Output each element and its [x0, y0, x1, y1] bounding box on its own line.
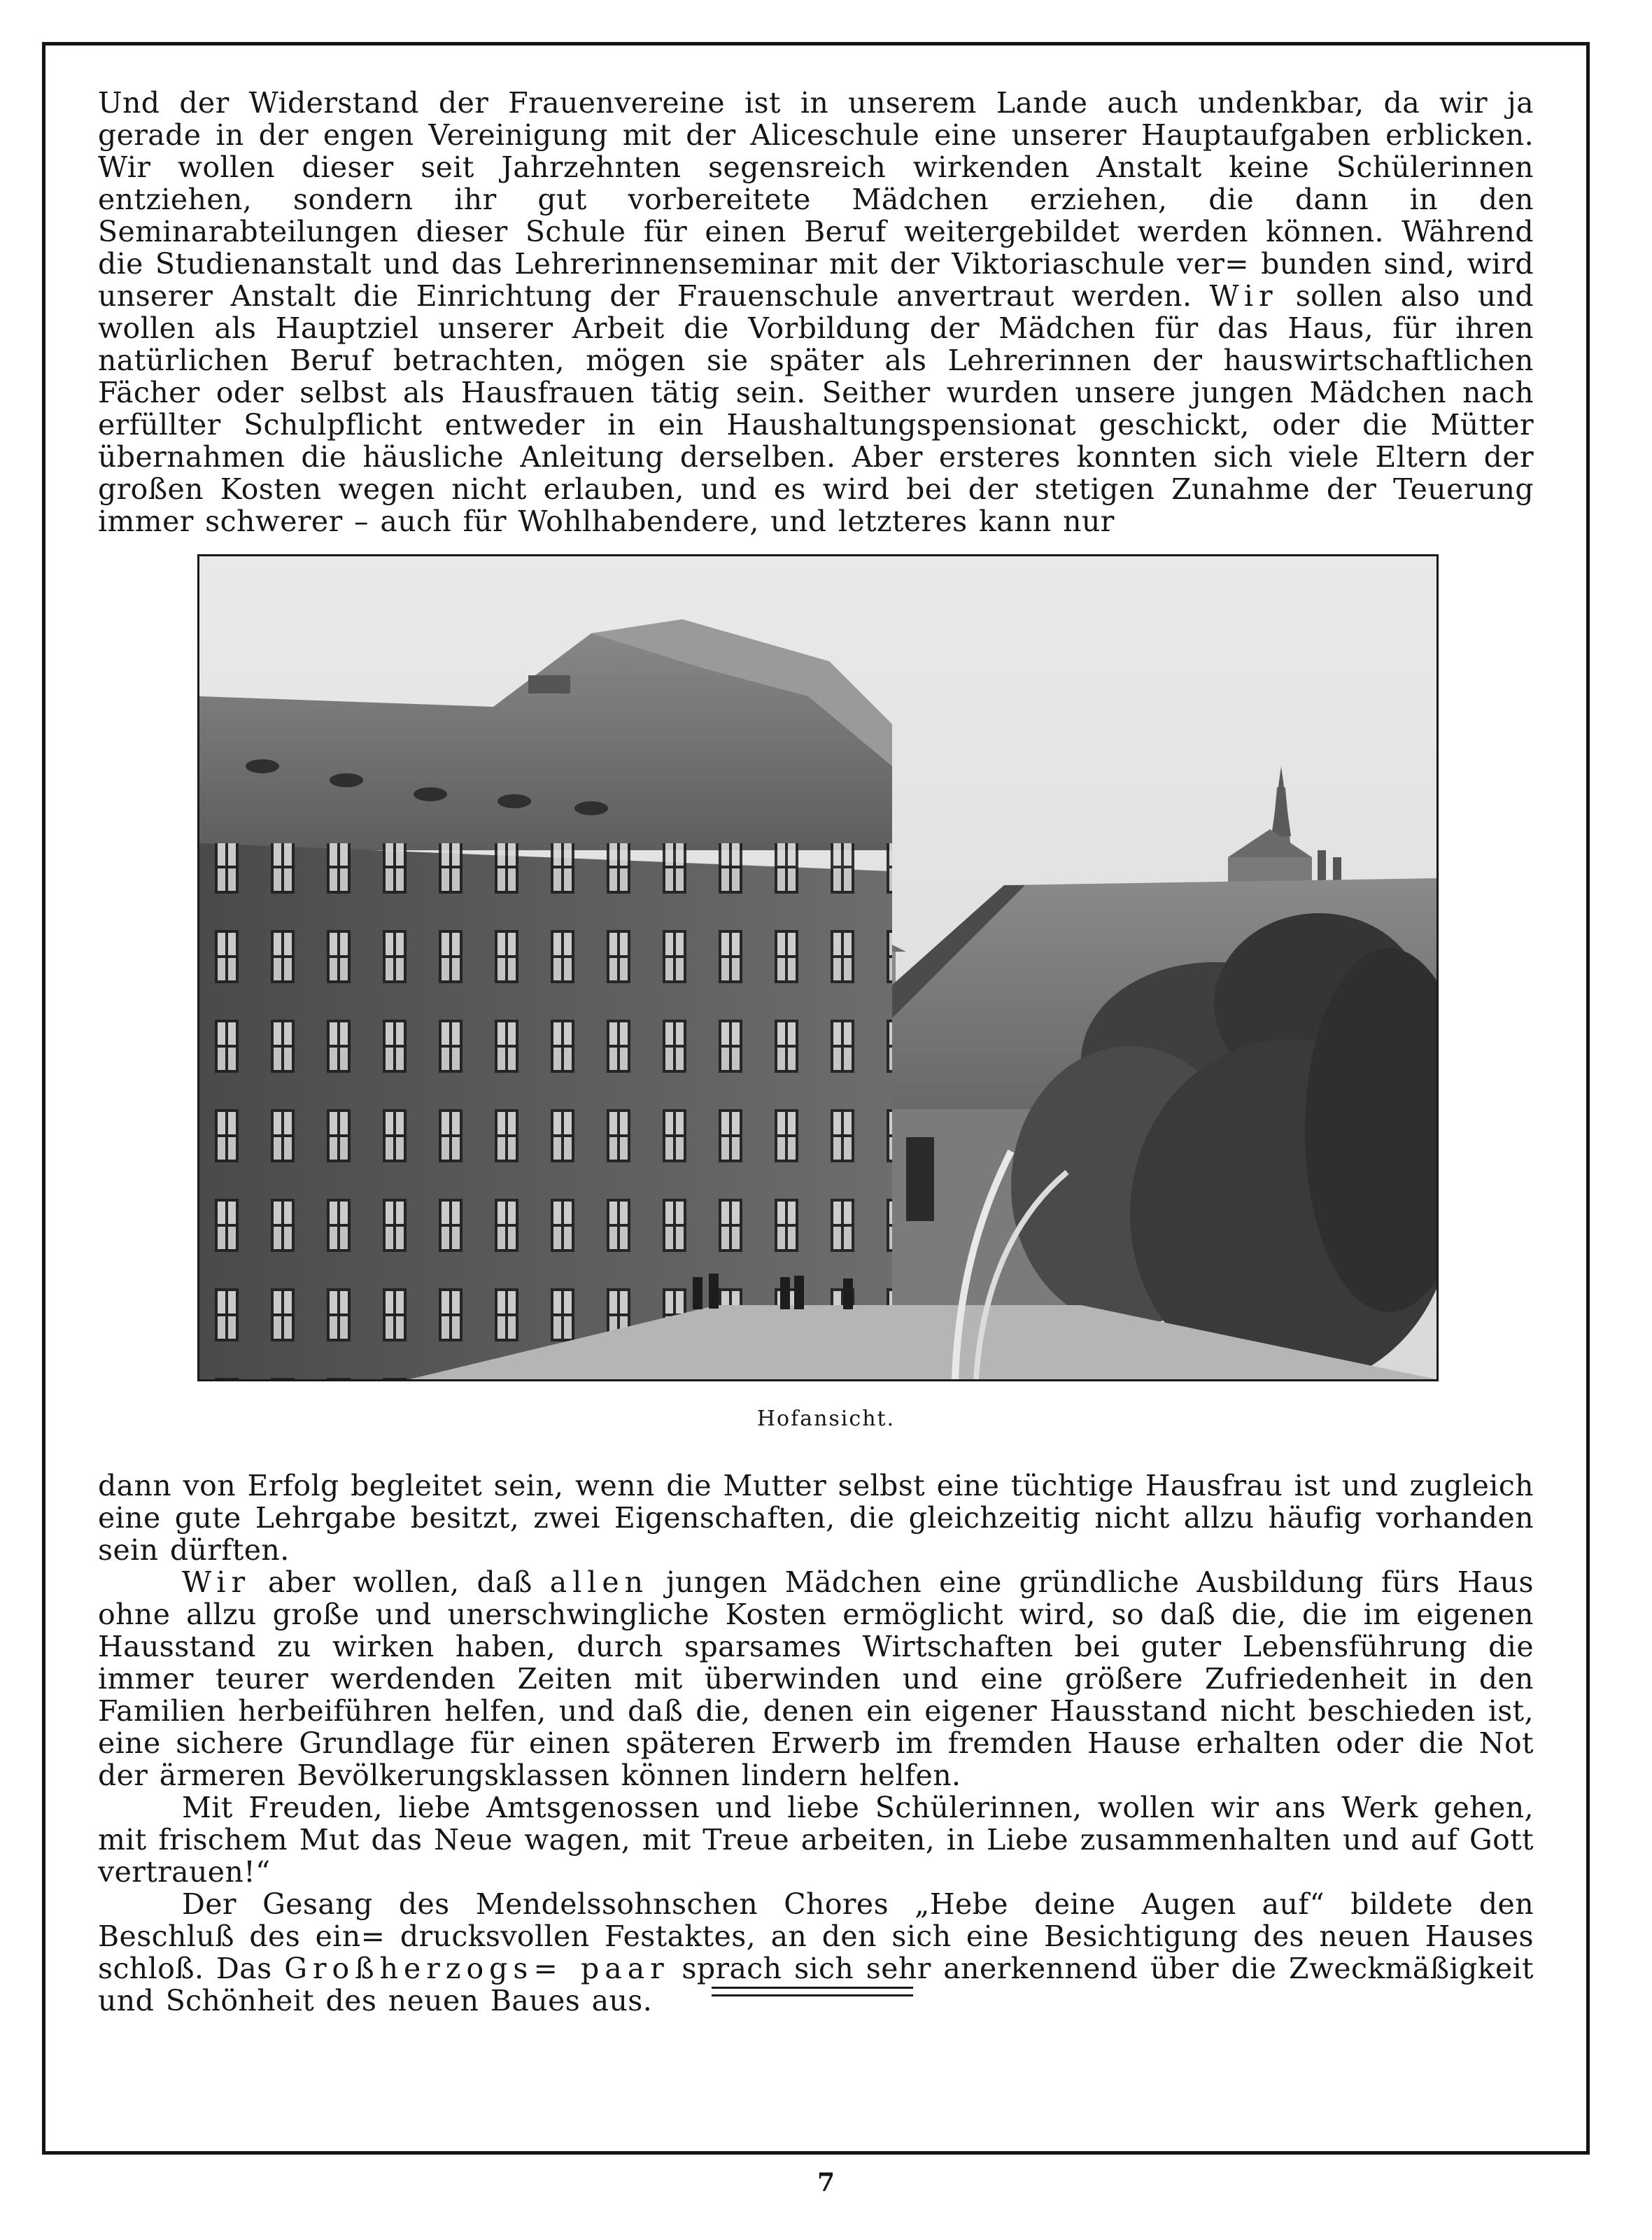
emphasis-wir: Wir: [1209, 279, 1278, 313]
paragraph-1-text-a: Und der Widerstand der Frauenvereine ist in unserem Lande auch undenkbar, da wir ja gerade in der engen Vereinigung mit der Aliceschule eine unserer Hauptaufgaben erblicken. Wir wollen dieser seit Jahrzehnten segensreich wirkenden Anstalt keine Schülerinnen entziehen, sondern ihr gut vorbereitete Mädchen erziehen, die dann in den Seminarabteilungen dieser Schule für einen Beruf weitergebildet werden können. Während die Studienanstalt und das Lehrerinnenseminar mit der Viktoriaschule ver= bunden sind, wird unserer Anstalt die Einrichtung der Frauenschule anvertraut werden.: [98, 86, 1534, 313]
section-divider-bottom: [712, 1994, 913, 1996]
section-divider-top: [712, 1987, 913, 1989]
paragraph-5-text-b: sprach sich sehr anerkennend über die Zweckmäßigkeit und Schönheit des neuen Baues aus.: [98, 1952, 1534, 2017]
paragraph-3-text-b: jungen Mädchen eine gründliche Ausbildung fürs Haus ohne allzu große und unerschwingliche Kosten ermöglicht wird, so daß die, die im eigenen Hausstand zu wirken haben, durch sparsames Wirtschaften bei guter Lebensführung die immer teurer werdenden Zeiten mit überwinden und eine größere Zufriedenheit in den Familien herbeiführen helfen, und daß die, denen ein eigener Hausstand nicht beschieden ist, eine sichere Grundlage für einen späteren Erwerb im fremden Hause erhalten oder die Not der ärmeren Bevölkerungsklassen können lindern helfen.: [98, 1565, 1534, 1792]
paragraph-5-text-a: Der Gesang des Mendelssohnschen Chores „Hebe deine Augen auf“ bildete den Beschluß des ein= drucksvollen Festaktes, an den sich eine Besichtigung des neuen Hauses schloß. Das: [98, 1887, 1534, 1985]
emphasis-grossherzogspaar: Großherzogs= paar: [284, 1952, 670, 1985]
paragraph-5: [98, 1888, 1534, 2017]
paragraph-4: Mit Freuden, liebe Amtsgenossen und liebe Schülerinnen, wollen wir ans Werk gehen, mit frischem Mut das Neue wagen, mit Treue arbeiten, in Liebe zusammenhalten und auf Gott vertrauen!“: [98, 1791, 1534, 1889]
paragraph-2: dann von Erfolg begleitet sein, wenn die Mutter selbst eine tüchtige Hausfrau ist und zugleich eine gute Lehrgabe besitzt, zwei Eigenschaften, die gleichzeitig nicht allzu häufig vorhanden sein dürften.: [98, 1469, 1534, 1567]
courtyard-photo: [197, 554, 1439, 1381]
body-text-bottom: [98, 1470, 1534, 2017]
photo-caption: Hofansicht.: [756, 1407, 896, 1431]
page-number: 7: [817, 2168, 835, 2197]
body-text-top: [98, 87, 1534, 537]
paragraph-3: [98, 1566, 1534, 1791]
emphasis-allen: allen: [549, 1565, 649, 1599]
paragraph-3-text-a: aber wollen, daß: [268, 1565, 532, 1599]
paragraph-1: [98, 87, 1534, 537]
paragraph-1-text-b: sollen also und wollen als Hauptziel unserer Arbeit die Vorbildung der Mädchen für das Haus, für ihren natürlichen Beruf betrachten, mögen sie später als Lehrerinnen der hauswirtschaftlichen Fächer oder selbst als Hausfrauen tätig sein. Seither wurden unsere jungen Mädchen nach erfüllter Schulpflicht entweder in ein Haushaltungspensionat geschickt, oder die Mütter übernahmen die häusliche Anleitung derselben. Aber ersteres konnten sich viele Eltern der großen Kosten wegen nicht erlauben, und es wird bei der stetigen Zunahme der Teuerung immer schwerer – auch für Wohlhabendere, und letzteres kann nur: [98, 279, 1534, 538]
emphasis-wir-2: Wir: [182, 1565, 251, 1599]
